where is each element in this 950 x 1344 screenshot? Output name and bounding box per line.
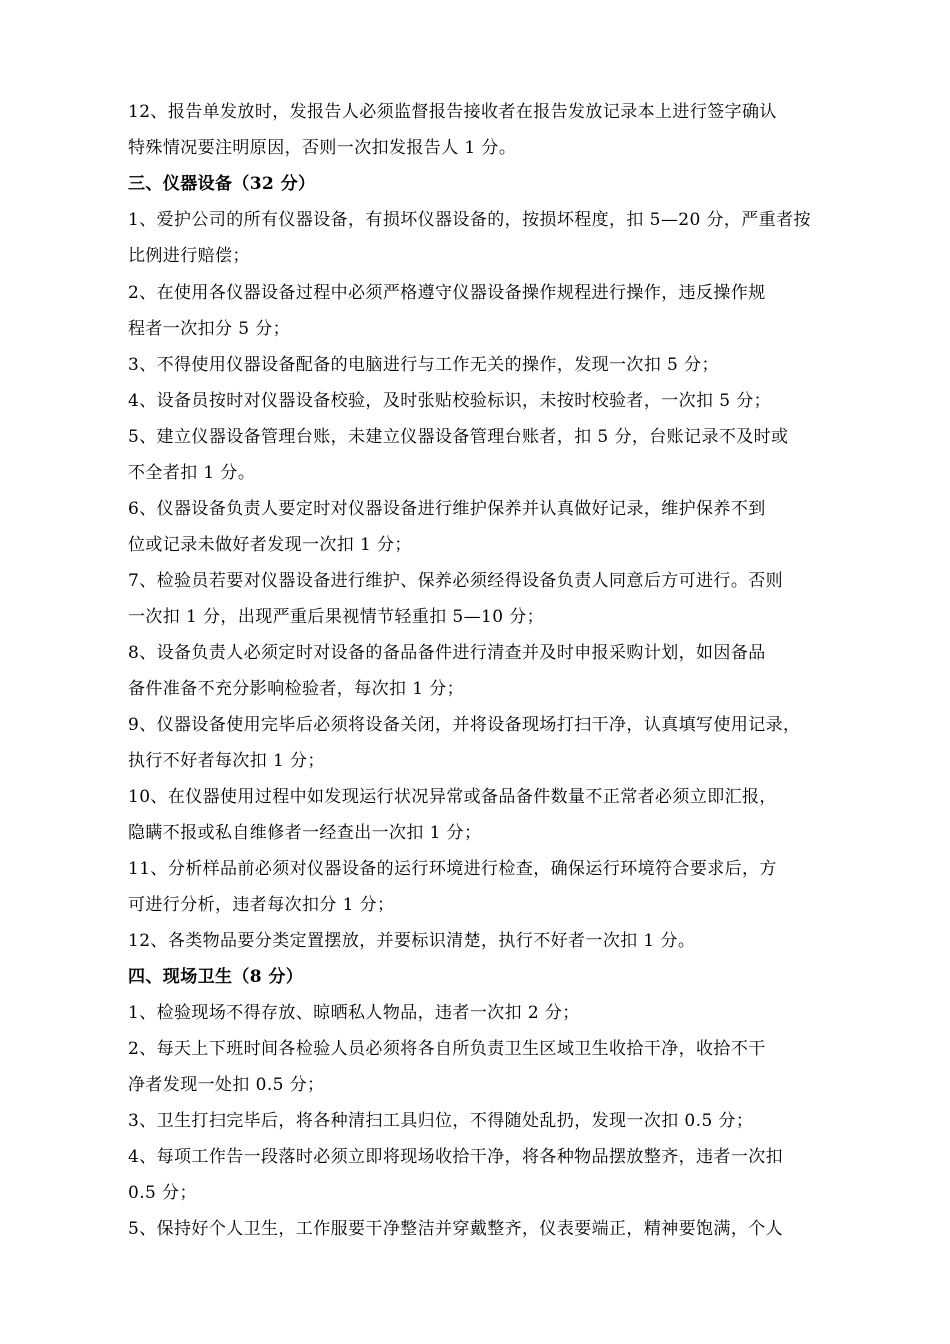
paragraph-line: 5、建立仪器设备管理台账，未建立仪器设备管理台账者，扣 5 分，台账记录不及时或 <box>128 427 789 447</box>
paragraph-line: 2、在使用各仪器设备过程中必须严格遵守仪器设备操作规程进行操作，违反操作规 <box>128 283 766 303</box>
paragraph-line: 比例进行赔偿； <box>128 246 250 266</box>
paragraph-line: 5、保持好个人卫生，工作服要干净整洁并穿戴整齐，仪表要端正，精神要饱满，个人 <box>128 1219 784 1239</box>
paragraph-line: 一次扣 1 分，出现严重后果视情节轻重扣 5—10 分； <box>128 607 545 627</box>
section-heading: 四、现场卫生（8 分） <box>128 967 304 987</box>
paragraph-line: 特殊情况要注明原因，否则一次扣发报告人 1 分。 <box>128 138 517 158</box>
paragraph-line: 1、爱护公司的所有仪器设备，有损坏仪器设备的，按损坏程度，扣 5—20 分，严重者按 <box>128 210 811 230</box>
paragraph-line: 备件准备不充分影响检验者，每次扣 1 分； <box>128 679 465 699</box>
paragraph-line: 3、不得使用仪器设备配备的电脑进行与工作无关的操作，发现一次扣 5 分； <box>128 355 719 375</box>
paragraph-line: 4、设备员按时对仪器设备校验，及时张贴校验标识，未按时校验者，一次扣 5 分； <box>128 391 772 411</box>
paragraph-line: 净者发现一处扣 0.5 分； <box>128 1075 325 1095</box>
paragraph-line: 程者一次扣分 5 分； <box>128 319 291 339</box>
paragraph-line: 11、分析样品前必须对仪器设备的运行环境进行检查，确保运行环境符合要求后，方 <box>128 859 777 879</box>
section-heading: 三、仪器设备（32 分） <box>128 174 316 194</box>
paragraph-line: 12、报告单发放时，发报告人必须监督报告接收者在报告发放记录本上进行签字确认 <box>128 102 777 122</box>
paragraph-line: 12、各类物品要分类定置摆放，并要标识清楚，执行不好者一次扣 1 分。 <box>128 931 696 951</box>
paragraph-line: 3、卫生打扫完毕后，将各种清扫工具归位，不得随处乱扔，发现一次扣 0.5 分； <box>128 1111 754 1131</box>
paragraph-line: 0.5 分； <box>128 1183 197 1203</box>
paragraph-line: 9、仪器设备使用完毕后必须将设备关闭，并将设备现场打扫干净，认真填写使用记录， <box>128 715 801 735</box>
paragraph-line: 执行不好者每次扣 1 分； <box>128 751 325 771</box>
paragraph-line: 1、检验现场不得存放、晾晒私人物品，违者一次扣 2 分； <box>128 1003 580 1023</box>
paragraph-line: 2、每天上下班时间各检验人员必须将各自所负责卫生区域卫生收拾干净，收拾不干 <box>128 1039 766 1059</box>
paragraph-line: 6、仪器设备负责人要定时对仪器设备进行维护保养并认真做好记录，维护保养不到 <box>128 499 766 519</box>
paragraph-line: 7、检验员若要对仪器设备进行维护、保养必须经得设备负责人同意后方可进行。否则 <box>128 571 784 591</box>
paragraph-line: 位或记录未做好者发现一次扣 1 分； <box>128 535 412 555</box>
paragraph-line: 不全者扣 1 分。 <box>128 463 256 483</box>
paragraph-line: 10、在仪器使用过程中如发现运行状况异常或备品备件数量不正常者必须立即汇报， <box>128 787 777 807</box>
paragraph-line: 8、设备负责人必须定时对设备的备品备件进行清查并及时申报采购计划，如因备品 <box>128 643 766 663</box>
paragraph-line: 隐瞒不报或私自维修者一经查出一次扣 1 分； <box>128 823 482 843</box>
paragraph-line: 4、每项工作告一段落时必须立即将现场收拾干净，将各种物品摆放整齐，违者一次扣 <box>128 1147 784 1167</box>
paragraph-line: 可进行分析，违者每次扣分 1 分； <box>128 895 395 915</box>
